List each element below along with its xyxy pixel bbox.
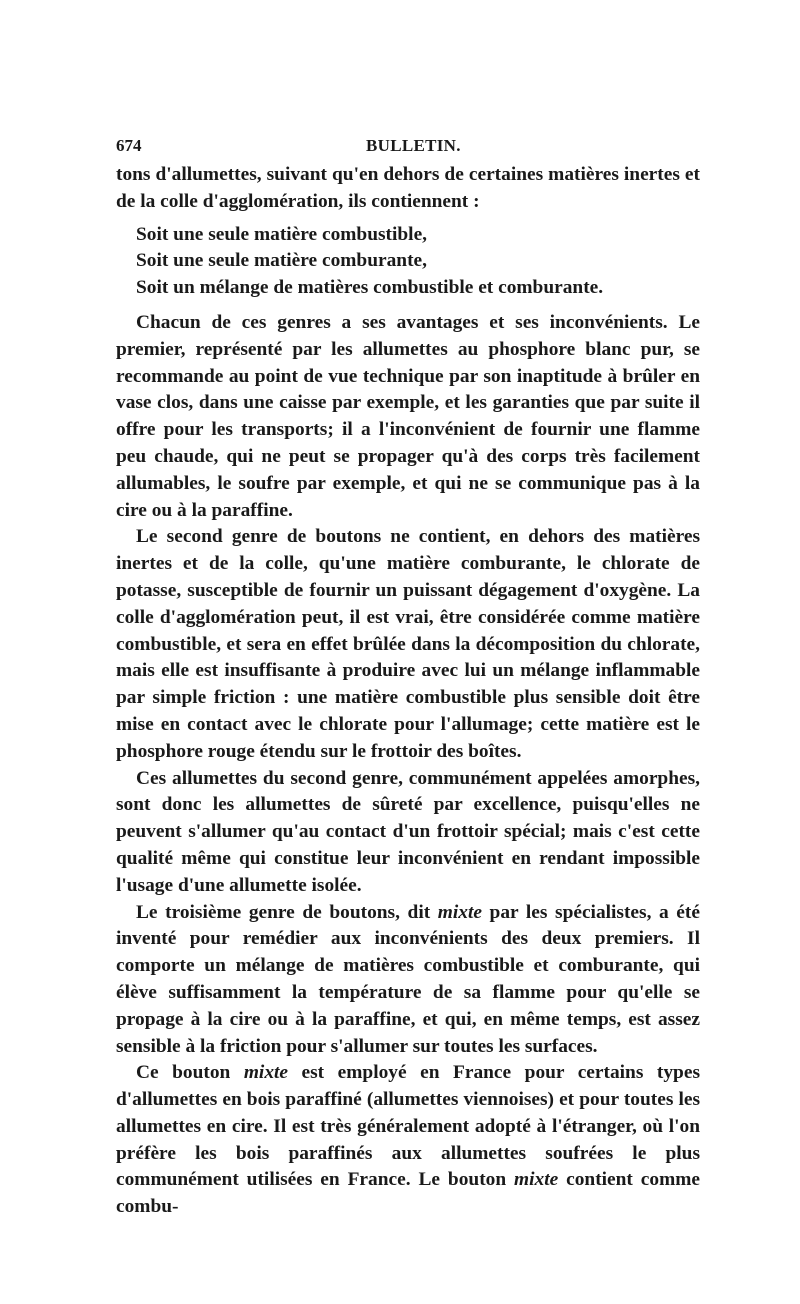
paragraph-second-genre: Le second genre de boutons ne contient, en dehors des matières inertes et de la colle, qu'une matière comburante, le chlorate de potasse, susceptible de fournir un puissant dégagement d'oxygène. La colle d'agglomération peut, il est vrai, être considérée comme matière combustible, et sera en effet brûlée dans la décomposition du chlorate, mais elle est insuffisante à produire avec lui un mélange inflammable par simple friction : une matière combustible plus sensible doit être mise en contact avec le chlorate pour l'allumage; cette matière est le phosphore rouge étendu sur le frottoir des boîtes. bbox=[116, 526, 700, 762]
options-list bbox=[116, 222, 700, 302]
emphasis-mixte: mixte bbox=[243, 1062, 289, 1084]
running-title: BULLETIN. bbox=[366, 136, 461, 155]
text-run: Le troisième genre de boutons, dit bbox=[136, 901, 438, 923]
body-text bbox=[116, 162, 700, 1221]
paragraph-genres: Chacun de ces genres a ses avantages et ses inconvénients. Le premier, représenté par les allumettes au phosphore blanc pur, se recommande au point de vue technique par son inaptitude à brûler en vase clos, dans une caisse par exemple, et les garanties que par suite il offre pour les transports; il a l'inconvénient de fournir une flamme peu chaude, qui ne peut se propager qu'à des corps très facilement allumables, le soufre par exemple, et qui ne se communique pas à la cire ou à la paraffine. bbox=[116, 311, 700, 521]
text-run: Ce bouton bbox=[136, 1062, 244, 1084]
page-header bbox=[116, 132, 700, 162]
emphasis-mixte: mixte bbox=[514, 1169, 559, 1191]
paragraph-amorphes: Ces allumettes du second genre, communément appelées amorphes, sont donc les allumettes de sûreté par excellence, puisqu'elles ne peuvent s'allumer qu'au contact d'un frottoir spécial; mais c'est cette qualité même qui constitue leur inconvénient en rendant impossible l'usage d'une allumette isolée. bbox=[116, 767, 700, 896]
emphasis-mixte: mixte bbox=[437, 901, 482, 923]
text-run: est employé en France pour certains types d'allumettes en bois paraffiné (allumettes viennoises) et pour toutes les allumettes en cire. Il est très généralement adopté à l'étranger, où l'on préfère les bois paraffinés aux allumettes soufrées le plus communément utilisées en France. Le bouton bbox=[116, 1062, 700, 1191]
page-number: 674 bbox=[116, 136, 142, 155]
text-run: contient comme combu- bbox=[116, 1169, 700, 1218]
text-run: par les spécialistes, a été inventé pour remédier aux inconvénients des deux premiers. Il comporte un mélange de matières combustible et comburante, qui élève suffisamment la température de sa flamme pour qu'elle se propage à la cire ou à la paraffine, et qui, en même temps, est assez sensible à la friction pour s'allumer sur toutes les surfaces. bbox=[116, 901, 700, 1057]
list-item: Soit une seule matière combustible, bbox=[136, 223, 428, 245]
list-item: Soit un mélange de matières combustible et comburante. bbox=[136, 277, 604, 299]
list-item: Soit une seule matière comburante, bbox=[136, 250, 428, 272]
paragraph-bouton-mixte bbox=[116, 1060, 700, 1221]
book-page bbox=[116, 132, 700, 1221]
paragraph-third-genre bbox=[116, 900, 700, 1061]
paragraph-continuation: tons d'allumettes, suivant qu'en dehors de certaines matières inertes et de la colle d'agglomération, ils contiennent : bbox=[116, 164, 700, 212]
